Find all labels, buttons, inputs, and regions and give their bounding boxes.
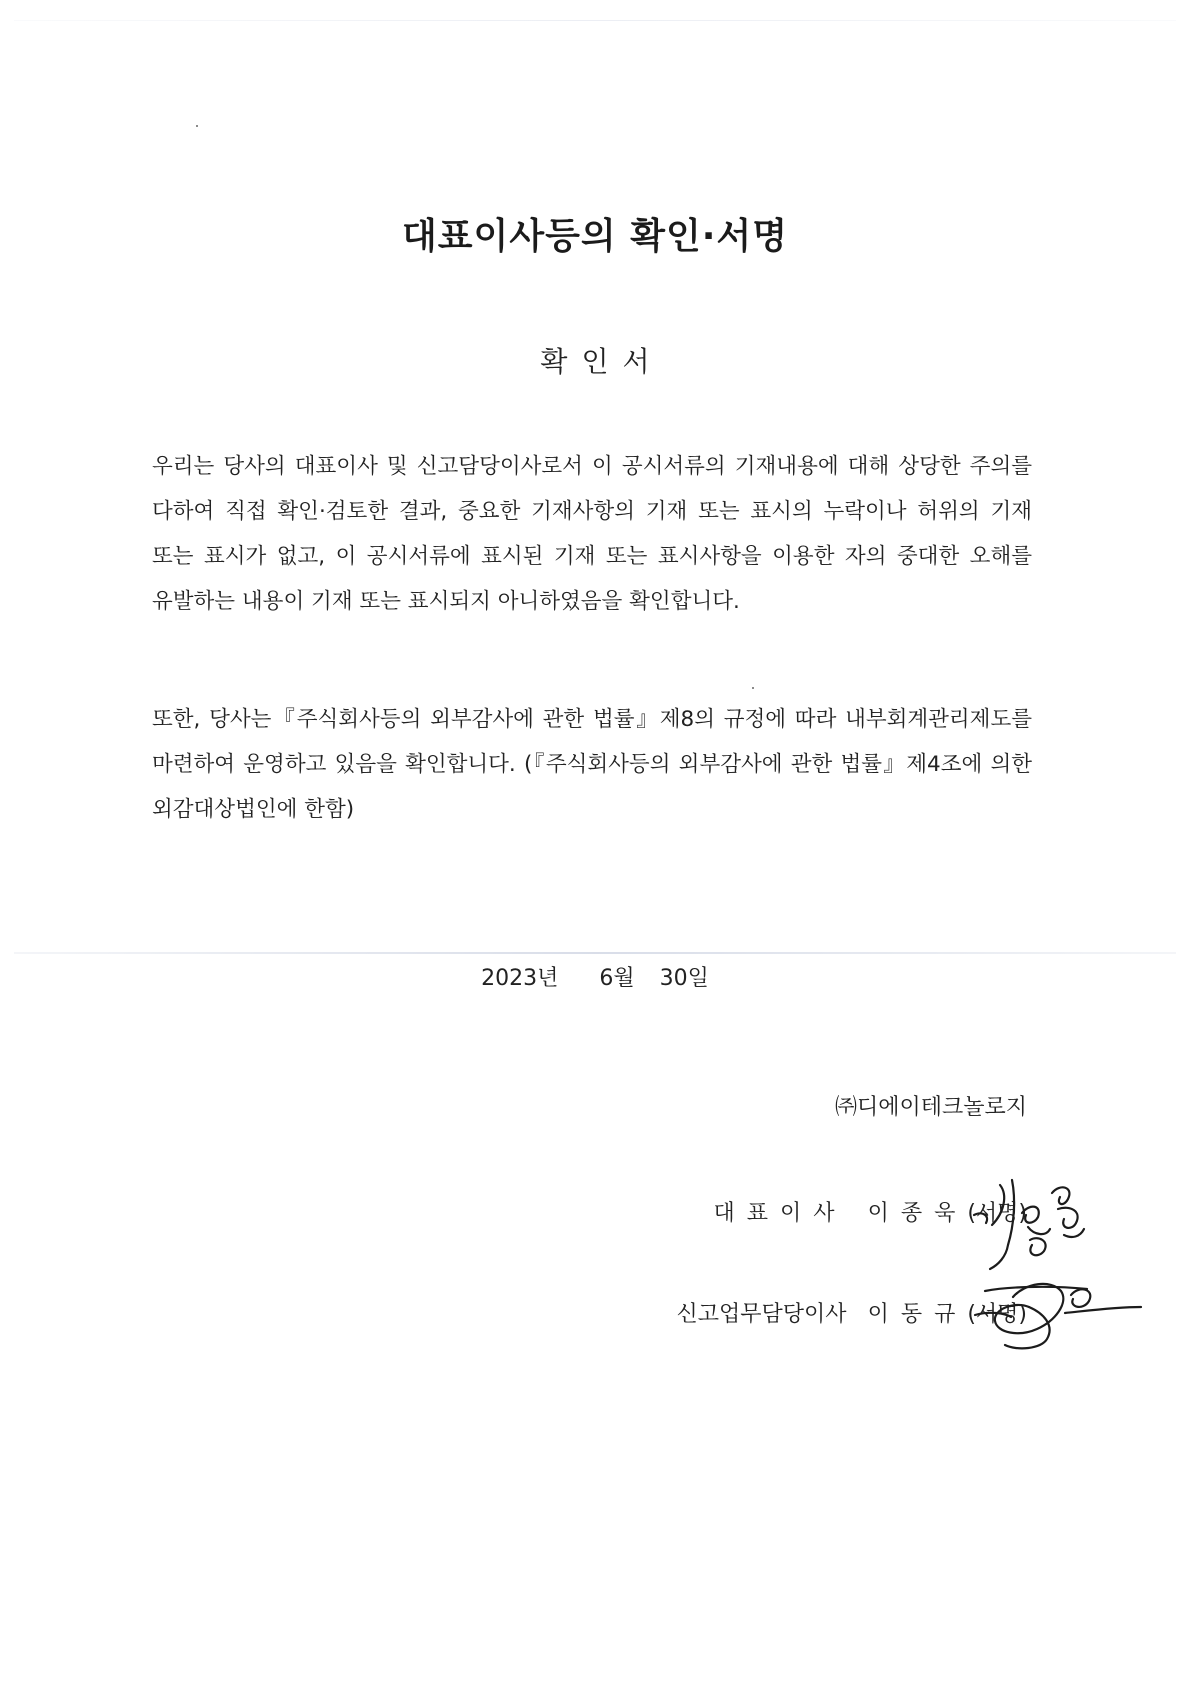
scan-speck <box>752 687 754 689</box>
company-name: ㈜디에이테크놀로지 <box>834 1095 1027 1120</box>
scan-artifact-top <box>14 20 1176 21</box>
signatory-name: 이동규 <box>867 1302 968 1327</box>
signatory-role: 대표이사 <box>713 1201 847 1226</box>
date-year: 2023년 <box>481 966 559 991</box>
document-subtitle: 확인서 <box>540 345 664 378</box>
date-day: 30일 <box>659 966 709 991</box>
document-title: 대표이사등의 확인·서명 <box>402 216 788 257</box>
sign-mark: (서명) <box>967 1201 1027 1226</box>
director-signature <box>955 1255 1145 1355</box>
signatory-role: 신고업무담당이사 <box>676 1302 847 1327</box>
confirmation-paragraph: 우리는 당사의 대표이사 및 신고담당이사로서 이 공시서류의 기재내용에 대해 상당한 주의를 다하여 직접 확인·검토한 결과, 중요한 기재사항의 기재 또는 표시의 누락이나 허위의 기재 또는 표시가 없고, 이 공시서류에 표시된 기재 또는 표시사항을 이용한 자의 중대한 오해를 유발하는 내용이 기재 또는 표시되지 아니하였음을 확인합니다. <box>152 454 1032 614</box>
sign-mark: (서명) <box>967 1302 1027 1327</box>
scan-speck <box>196 125 198 127</box>
internal-control-paragraph: 또한, 당사는『주식회사등의 외부감사에 관한 법률』제8의 규정에 따라 내부회계관리제도를 마련하여 운영하고 있음을 확인합니다. (『주식회사등의 외부감사에 관한 법률』제4조에 의한 외감대상법인에 한함) <box>152 707 1032 822</box>
scan-artifact-line <box>14 952 1176 954</box>
signatory-name: 이종욱 <box>867 1201 968 1226</box>
signing-date <box>0 961 1190 992</box>
date-month: 6월 <box>599 966 635 991</box>
